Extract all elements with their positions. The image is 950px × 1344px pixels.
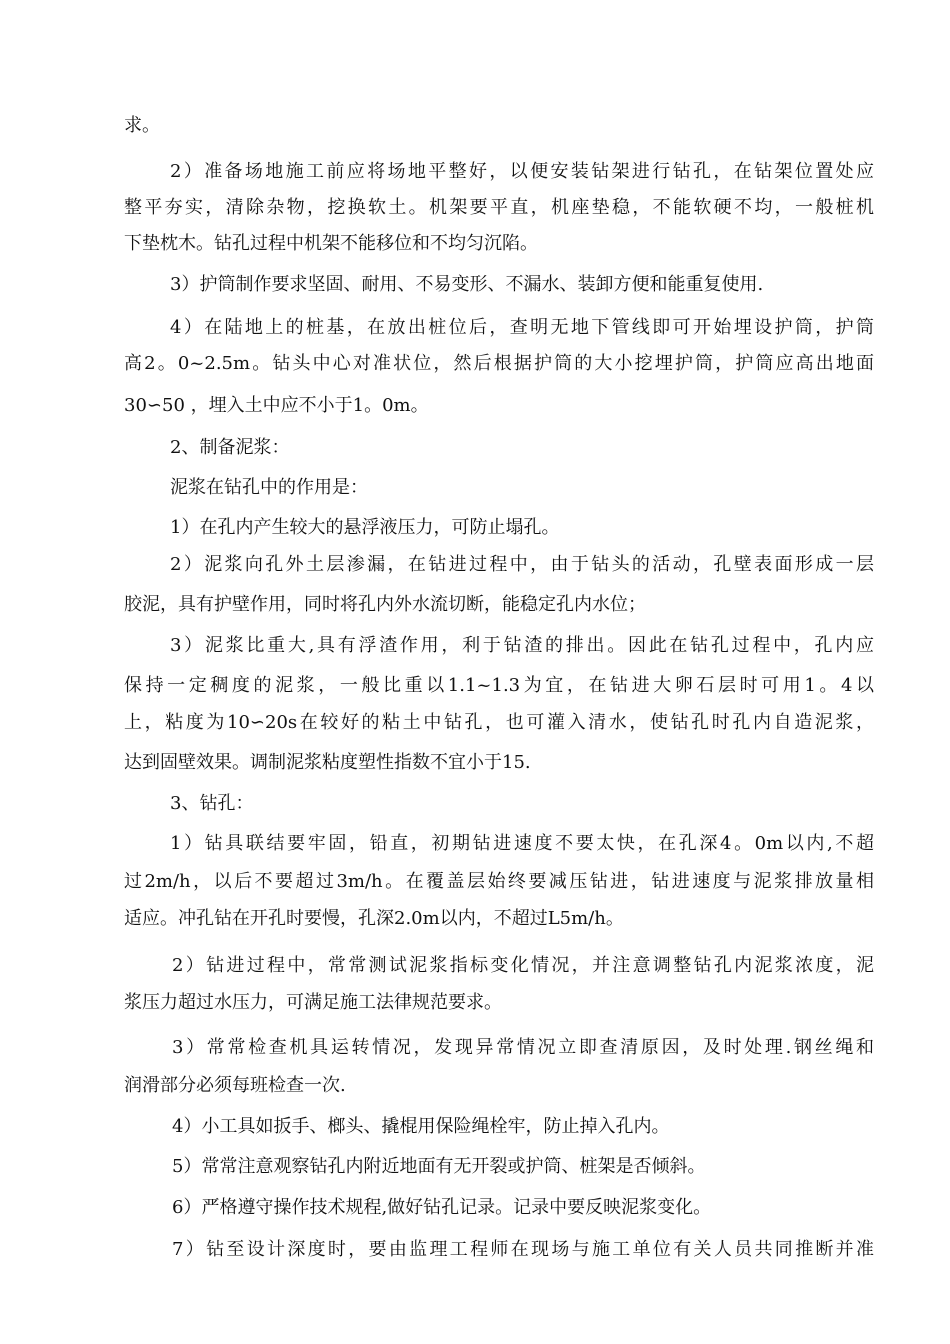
paragraph-line: 4）在陆地上的桩基，在放出桩位后，查明无地下管线即可开始埋设护筒，护筒 <box>170 317 874 338</box>
paragraph-line: 胶泥，具有护壁作用，同时将孔内外水流切断，能稳定孔内水位； <box>124 594 646 615</box>
paragraph-line: 求。 <box>124 115 160 136</box>
paragraph-line: 浆压力超过水压力，可满足施工法律规范要求。 <box>124 992 502 1013</box>
paragraph-line: 下垫枕木。钻孔过程中机架不能移位和不均匀沉陷。 <box>124 233 538 254</box>
paragraph-line: 泥浆在钻孔中的作用是： <box>170 477 368 498</box>
paragraph-line: 3）泥浆比重大,具有浮渣作用，利于钻渣的排出。因此在钻孔过程中，孔内应 <box>170 635 874 656</box>
paragraph-line: 6）严格遵守操作技术规程,做好钻孔记录。记录中要反映泥浆变化。 <box>172 1197 712 1218</box>
paragraph-line: 达到固壁效果。调制泥浆粘度塑性指数不宜小于15. <box>124 752 531 773</box>
paragraph-line: 2）泥浆向孔外土层渗漏，在钻进过程中，由于钻头的活动，孔壁表面形成一层 <box>170 554 874 575</box>
section-heading: 2、制备泥浆： <box>170 437 290 458</box>
section-heading: 3、钻孔： <box>170 793 254 814</box>
paragraph-line: 1）在孔内产生较大的悬浮液压力，可防止塌孔。 <box>170 517 560 538</box>
paragraph-line: 适应。冲孔钻在开孔时要慢，孔深2.0m以内，不超过L5m/h。 <box>124 908 624 929</box>
paragraph-line: 过2m/h，以后不要超过3m/h。在覆盖层始终要减压钻进，钻进速度与泥浆排放量相 <box>124 871 874 892</box>
paragraph-line: 3）护筒制作要求坚固、耐用、不易变形、不漏水、装卸方便和能重复使用. <box>170 274 764 295</box>
paragraph-line: 30∽50 ，埋入土中应不小于1。0m。 <box>124 395 429 416</box>
paragraph-line: 上，粘度为10∽20s在较好的粘土中钻孔，也可灌入清水，使钻孔时孔内自造泥浆， <box>124 712 874 733</box>
paragraph-line: 整平夯实，清除杂物，挖换软土。机架要平直，机座垫稳，不能软硬不均，一般桩机 <box>124 197 874 218</box>
paragraph-line: 润滑部分必须每班检查一次. <box>124 1075 346 1096</box>
paragraph-line: 保持一定稠度的泥浆，一般比重以1.1~1.3为宜，在钻进大卵石层时可用1。4以 <box>124 675 874 696</box>
paragraph-line: 5）常常注意观察钻孔内附近地面有无开裂或护筒、桩架是否倾斜。 <box>172 1156 706 1177</box>
paragraph-line: 2）准备场地施工前应将场地平整好，以便安装钻架进行钻孔，在钻架位置处应 <box>170 161 874 182</box>
paragraph-line: 7）钻至设计深度时，要由监理工程师在现场与施工单位有关人员共同推断并准 <box>172 1239 874 1260</box>
paragraph-line: 2）钻进过程中，常常测试泥浆指标变化情况，并注意调整钻孔内泥浆浓度，泥 <box>172 955 874 976</box>
paragraph-line: 1）钻具联结要牢固，铅直，初期钻进速度不要太快，在孔深4。0m以内,不超 <box>170 833 874 854</box>
paragraph-line: 4）小工具如扳手、榔头、撬棍用保险绳栓牢，防止掉入孔内。 <box>172 1116 670 1137</box>
paragraph-line: 3）常常检查机具运转情况，发现异常情况立即查清原因，及时处理.钢丝绳和 <box>172 1037 874 1058</box>
paragraph-line: 高2。0~2.5m。钻头中心对准状位，然后根据护筒的大小挖埋护筒，护筒应高出地面 <box>124 353 874 374</box>
